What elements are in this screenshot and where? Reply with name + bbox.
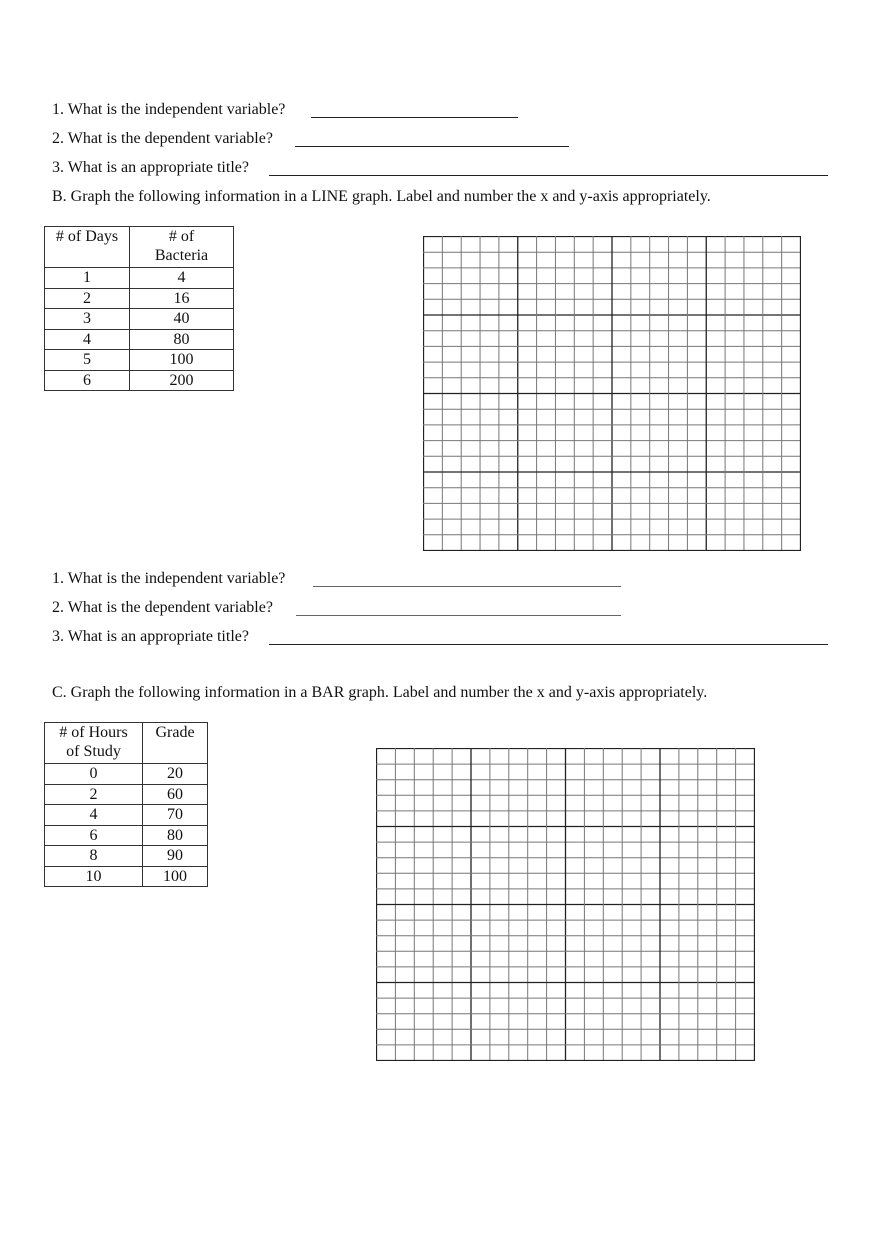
table-cell: 6 (45, 370, 130, 391)
answer-blank-independent-b[interactable] (313, 586, 621, 587)
table-cell: 20 (143, 764, 208, 785)
answer-blank-dependent[interactable] (295, 146, 569, 147)
table-cell: 8 (45, 846, 143, 867)
table-row (45, 764, 208, 785)
question-title: 3. What is an appropriate title? (52, 159, 249, 176)
table-cell: 4 (130, 268, 234, 289)
bacteria-data-table (44, 226, 234, 391)
header-grade (143, 723, 208, 764)
line-graph-grid[interactable] (423, 236, 801, 551)
header-bacteria-line2: Bacteria (154, 247, 209, 264)
table-cell: 3 (45, 309, 130, 330)
study-grade-data-table (44, 722, 208, 887)
table-cell: 100 (143, 866, 208, 887)
question-independent-variable-b: 1. What is the independent variable? (52, 570, 286, 587)
table-row (45, 350, 234, 371)
table-cell: 10 (45, 866, 143, 887)
header-hours-line2: of Study (66, 743, 121, 760)
table-row (45, 825, 208, 846)
table-cell: 80 (143, 825, 208, 846)
header-days (45, 227, 130, 268)
answer-blank-title-b[interactable] (269, 644, 828, 645)
table-cell: 4 (45, 805, 143, 826)
question-independent-variable: 1. What is the independent variable? (52, 101, 286, 118)
table-cell: 80 (130, 329, 234, 350)
question-dependent-variable-b: 2. What is the dependent variable? (52, 599, 273, 616)
table-row (45, 329, 234, 350)
table-cell: 40 (130, 309, 234, 330)
table-cell: 2 (45, 288, 130, 309)
answer-blank-independent[interactable] (311, 117, 518, 118)
table-cell: 90 (143, 846, 208, 867)
header-bacteria-line1: # of (168, 228, 195, 245)
table-row (45, 370, 234, 391)
table-row (45, 866, 208, 887)
header-days-text: # of Days (55, 228, 119, 245)
table-row (45, 309, 234, 330)
table-cell: 4 (45, 329, 130, 350)
header-hours (45, 723, 143, 764)
table-cell: 16 (130, 288, 234, 309)
table-row (45, 268, 234, 289)
table-cell: 70 (143, 805, 208, 826)
bar-graph-grid[interactable] (376, 748, 755, 1061)
table-cell: 6 (45, 825, 143, 846)
table-cell: 2 (45, 784, 143, 805)
table-cell: 1 (45, 268, 130, 289)
question-title-b: 3. What is an appropriate title? (52, 628, 249, 645)
question-dependent-variable: 2. What is the dependent variable? (52, 130, 273, 147)
section-b-instruction: B. Graph the following information in a LINE graph. Label and number the x and y-axis appropriately. (52, 188, 711, 205)
table-cell: 5 (45, 350, 130, 371)
answer-blank-dependent-b[interactable] (296, 615, 621, 616)
table-row (45, 784, 208, 805)
table-row (45, 805, 208, 826)
table-cell: 60 (143, 784, 208, 805)
header-bacteria (130, 227, 234, 268)
table-cell: 200 (130, 370, 234, 391)
header-grade-text: Grade (155, 724, 195, 741)
table-cell: 100 (130, 350, 234, 371)
header-hours-line1: # of Hours (59, 724, 128, 741)
section-c-instruction: C. Graph the following information in a BAR graph. Label and number the x and y-axis appropriately. (52, 684, 708, 701)
table-cell: 0 (45, 764, 143, 785)
table-row (45, 288, 234, 309)
table-row (45, 846, 208, 867)
answer-blank-title[interactable] (269, 175, 828, 176)
